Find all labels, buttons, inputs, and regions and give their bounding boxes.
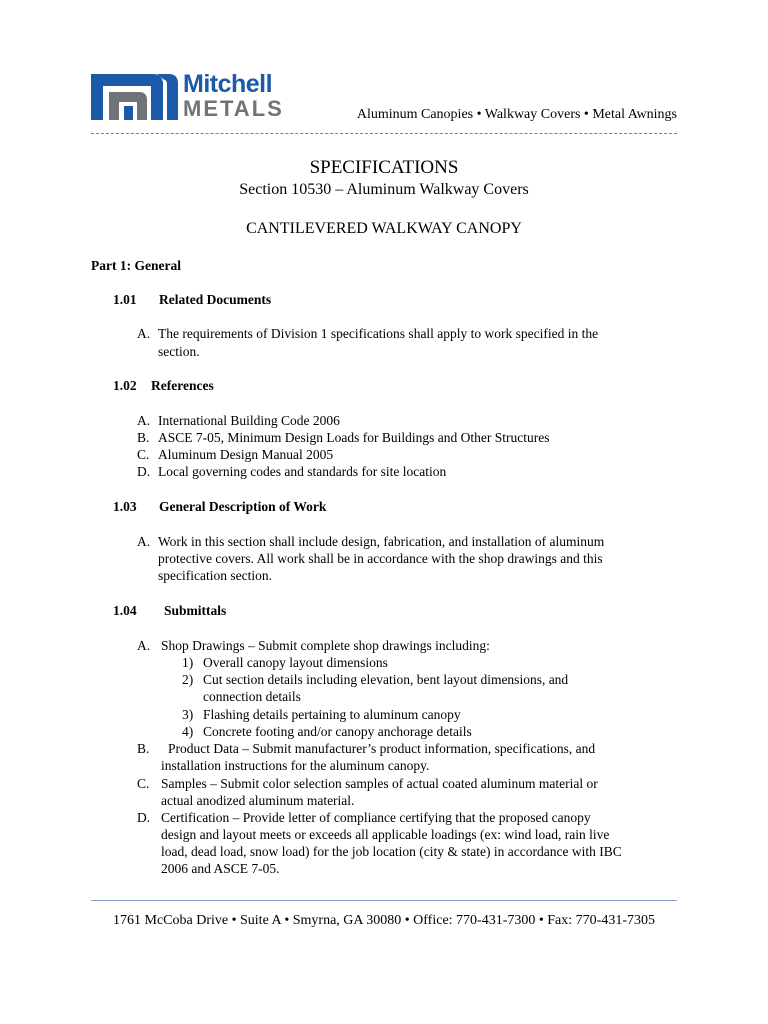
sub-list-item: Flashing details pertaining to aluminum canopy [203, 707, 461, 722]
list-item: Aluminum Design Manual 2005 [158, 447, 334, 462]
header-divider [91, 133, 677, 134]
list-item: actual anodized aluminum material. [161, 793, 355, 808]
paragraph-line: section. [158, 344, 200, 359]
list-label: D. [137, 810, 151, 825]
company-logo [91, 70, 284, 122]
list-label: A. [137, 326, 151, 341]
sub-list-label: 1) [182, 655, 194, 670]
footer-address: 1761 McCoba Drive • Suite A • Smyrna, GA 30080 • Office: 770-431-7300 • Fax: 770-431-7305 [113, 913, 655, 928]
footer-divider [91, 900, 677, 901]
list-label: A. [137, 413, 151, 428]
paragraph-line: Work in this section shall include design, fabrication, and installation of aluminum [158, 534, 605, 549]
list-item: Shop Drawings – Submit complete shop drawings including: [161, 638, 490, 653]
list-item: ASCE 7-05, Minimum Design Loads for Buildings and Other Structures [158, 430, 550, 445]
document-subtitle: CANTILEVERED WALKWAY CANOPY [246, 220, 522, 237]
section-title: Section 10530 – Aluminum Walkway Covers [239, 181, 529, 198]
section-number-101: 1.01 [113, 292, 137, 307]
document-title: SPECIFICATIONS [309, 157, 459, 178]
list-label: C. [137, 447, 150, 462]
sub-list-label: 3) [182, 707, 194, 722]
list-item: International Building Code 2006 [158, 413, 340, 428]
sub-list-item: connection details [203, 689, 301, 704]
paragraph-line: specification section. [158, 568, 272, 583]
list-label: C. [137, 776, 150, 791]
section-heading-101: Related Documents [159, 292, 272, 307]
logo-mark-icon [91, 72, 179, 122]
list-item: Local governing codes and standards for site location [158, 464, 447, 479]
section-number-102: 1.02 [113, 378, 137, 393]
part-heading: Part 1: General [91, 258, 181, 273]
sub-list-item: Concrete footing and/or canopy anchorage details [203, 724, 472, 739]
sub-list-label: 2) [182, 672, 194, 687]
list-item: installation instructions for the aluminum canopy. [161, 758, 430, 773]
section-heading-104: Submittals [164, 603, 227, 618]
sub-list-label: 4) [182, 724, 194, 739]
section-number-104: 1.04 [113, 603, 137, 618]
section-heading-102: References [151, 378, 214, 393]
list-label: A. [137, 638, 151, 653]
list-label: B. [137, 430, 150, 445]
logo-text-metals: METALS [183, 96, 284, 121]
section-number-103: 1.03 [113, 499, 137, 514]
paragraph-line: The requirements of Division 1 specifications shall apply to work specified in the [158, 326, 599, 341]
list-label: A. [137, 534, 151, 549]
list-item: Samples – Submit color selection samples of actual coated aluminum material or [161, 776, 598, 791]
sub-list-item: Overall canopy layout dimensions [203, 655, 388, 670]
list-item: load, dead load, snow load) for the job location (city & state) in accordance with IBC [161, 844, 622, 859]
sub-list-item: Cut section details including elevation, bent layout dimensions, and [203, 672, 569, 687]
list-label: B. [137, 741, 150, 756]
list-item: Product Data – Submit manufacturer’s product information, specifications, and [168, 741, 596, 756]
list-item: design and layout meets or exceeds all applicable loadings (ex: wind load, rain live [161, 827, 610, 842]
header-tagline: Aluminum Canopies • Walkway Covers • Metal Awnings [356, 107, 677, 122]
list-label: D. [137, 464, 151, 479]
list-item: Certification – Provide letter of compliance certifying that the proposed canopy [161, 810, 591, 825]
logo-text-mitchell: Mitchell [183, 70, 273, 98]
list-item: 2006 and ASCE 7-05. [161, 861, 280, 876]
paragraph-line: protective covers. All work shall be in accordance with the shop drawings and this [158, 551, 603, 566]
section-heading-103: General Description of Work [159, 499, 327, 514]
